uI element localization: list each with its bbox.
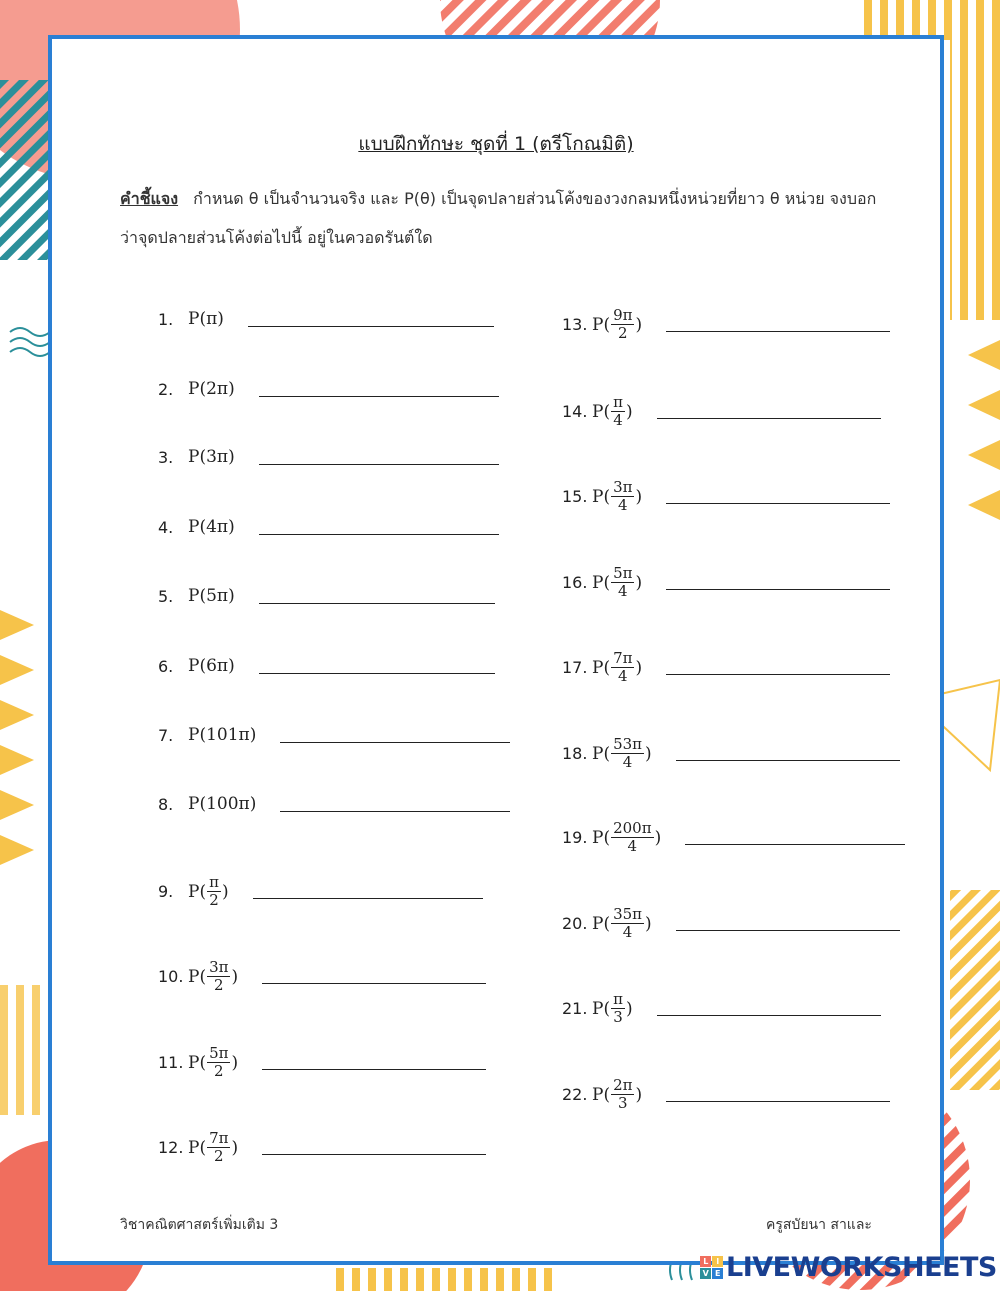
question-expression: P( $\frac{9\pi}{2}$ ): [592, 306, 643, 342]
fraction-numerator: 5π: [209, 1044, 229, 1062]
fraction-numerator: 2π: [613, 1076, 633, 1094]
question-item: [562, 307, 890, 342]
fraction-denominator: 2: [214, 1062, 224, 1080]
fraction: [207, 1130, 230, 1165]
answer-blank[interactable]: [259, 464, 499, 465]
question-expression: P( $\frac{3\pi}{2}$ ): [188, 958, 239, 994]
question-number: 10.: [158, 967, 184, 986]
question-expression: P( 2π ): [188, 379, 235, 399]
question-item: [562, 736, 900, 771]
answer-blank[interactable]: [280, 811, 510, 812]
question-item: [158, 794, 510, 814]
question-item: [158, 309, 494, 329]
question-number: 1.: [158, 309, 174, 329]
question-item: [562, 650, 890, 685]
answer-blank[interactable]: [259, 396, 499, 397]
fraction-denominator: 4: [618, 496, 628, 514]
expression-argument: 2π: [206, 379, 229, 399]
worksheet-page: [48, 35, 944, 1265]
question-expression: P( 100π ): [188, 794, 257, 814]
question-expression: P( $\frac{35\pi}{4}$ ): [592, 905, 652, 941]
fraction-numerator: 53π: [613, 735, 643, 753]
question-expression: P( $\frac{\pi}{2}$ ): [188, 873, 229, 909]
fraction-numerator: π: [613, 393, 623, 411]
fraction: [611, 394, 625, 429]
question-number: 18.: [562, 744, 588, 763]
question-item: [562, 1077, 890, 1112]
deco-yellow-left: [0, 985, 48, 1115]
answer-blank[interactable]: [248, 326, 494, 327]
question-expression: P( $\frac{53\pi}{4}$ ): [592, 735, 652, 771]
fraction-denominator: 4: [618, 582, 628, 600]
logo-text: LIVEWORKSHEETS: [726, 1252, 997, 1283]
instruction-text: กำหนด θ เป็นจำนวนจริง และ P(θ) เป็นจุดปลายส่วนโค้งของวงกลมหนึ่งหน่วยที่ยาว θ หน่วย จงบอกว่าจุดปลายส่วนโค้งต่อไปนี้ อยู่ในควอดรันต์ใด: [120, 189, 877, 247]
question-expression: P( $\frac{200\pi}{4}$ ): [592, 819, 662, 855]
fraction-numerator: 3π: [209, 958, 229, 976]
answer-blank[interactable]: [685, 844, 905, 845]
question-number: 17.: [562, 658, 588, 677]
fraction-denominator: 2: [214, 1147, 224, 1165]
footer-teacher: ครูสบัยนา สาและ: [766, 1217, 872, 1233]
question-item: [158, 656, 495, 676]
fraction-denominator: 4: [622, 923, 633, 941]
fraction: [207, 874, 221, 909]
expression-argument: 5π: [206, 586, 229, 606]
fraction-numerator: 7π: [209, 1129, 229, 1147]
answer-blank[interactable]: [262, 983, 486, 984]
fraction: [207, 1045, 230, 1080]
question-number: 7.: [158, 725, 174, 745]
deco-yellow-bottom: [330, 1268, 560, 1291]
question-expression: P( $\frac{5\pi}{4}$ ): [592, 564, 643, 600]
question-expression: P( $\frac{2\pi}{3}$ ): [592, 1076, 643, 1112]
question-number: 5.: [158, 586, 174, 606]
fraction-denominator: 2: [209, 891, 219, 909]
answer-blank[interactable]: [666, 674, 890, 675]
question-item: [158, 1130, 486, 1165]
fraction-numerator: 7π: [613, 649, 633, 667]
question-number: 9.: [158, 882, 174, 901]
fraction: [611, 479, 634, 514]
answer-blank[interactable]: [253, 898, 483, 899]
expression-argument: 4π: [206, 517, 229, 537]
fraction-numerator: π: [209, 873, 219, 891]
question-item: [158, 725, 510, 745]
question-number: 11.: [158, 1053, 184, 1072]
fraction: [611, 307, 634, 342]
answer-blank[interactable]: [657, 418, 881, 419]
fraction-numerator: 3π: [613, 478, 633, 496]
fraction-numerator: 5π: [613, 564, 633, 582]
question-expression: P( $\frac{\pi}{3}$ ): [592, 990, 633, 1026]
answer-blank[interactable]: [259, 603, 495, 604]
fraction-denominator: 2: [214, 976, 224, 994]
question-item: [158, 874, 483, 909]
answer-blank[interactable]: [676, 930, 900, 931]
expression-argument: π: [206, 309, 218, 329]
logo-mark-icon: L I V E: [700, 1256, 723, 1279]
question-expression: P( $\frac{7\pi}{4}$ ): [592, 649, 643, 685]
question-item: [158, 517, 499, 537]
question-number: 14.: [562, 402, 588, 421]
question-number: 13.: [562, 315, 588, 334]
fraction: [611, 820, 654, 855]
expression-argument: 3π: [206, 447, 229, 467]
liveworksheets-logo: [700, 1252, 997, 1283]
question-number: 2.: [158, 379, 174, 399]
question-number: 21.: [562, 999, 588, 1018]
question-number: 15.: [562, 487, 588, 506]
question-item: [562, 820, 905, 855]
question-number: 22.: [562, 1085, 588, 1104]
fraction: [207, 959, 230, 994]
fraction: [611, 906, 644, 941]
question-item: [562, 394, 881, 429]
question-number: 20.: [562, 914, 588, 933]
question-expression: P( $\frac{7\pi}{2}$ ): [188, 1129, 239, 1165]
fraction: [611, 1077, 634, 1112]
fraction-denominator: 4: [622, 753, 633, 771]
question-item: [158, 379, 499, 399]
deco-yellow-stripes-right: [950, 890, 1000, 1090]
fraction-numerator: 9π: [613, 306, 633, 324]
expression-argument: 101π: [206, 725, 250, 745]
question-item: [158, 586, 495, 606]
question-item: [562, 991, 881, 1026]
question-expression: P( π ): [188, 309, 224, 329]
question-item: [562, 479, 890, 514]
answer-blank[interactable]: [666, 331, 890, 332]
question-number: 16.: [562, 573, 588, 592]
answer-blank[interactable]: [666, 1101, 890, 1102]
question-number: 19.: [562, 828, 588, 847]
fraction: [611, 736, 644, 771]
question-number: 6.: [158, 656, 174, 676]
question-number: 4.: [158, 517, 174, 537]
question-expression: P( $\frac{5\pi}{2}$ ): [188, 1044, 239, 1080]
question-item: [158, 447, 499, 467]
expression-argument: 6π: [206, 656, 229, 676]
question-expression: P( $\frac{\pi}{4}$ ): [592, 393, 633, 429]
question-expression: P( 3π ): [188, 447, 235, 467]
instructions: [120, 179, 890, 257]
fraction: [611, 565, 634, 600]
instruction-label: คำชี้แจง: [120, 189, 179, 208]
question-item: [562, 906, 900, 941]
answer-blank[interactable]: [657, 1015, 881, 1016]
question-number: 3.: [158, 447, 174, 467]
question-expression: P( 101π ): [188, 725, 257, 745]
fraction-numerator: π: [613, 990, 623, 1008]
footer-subject: วิชาคณิตศาสตร์เพิ่มเติม 3: [120, 1217, 279, 1233]
fraction-numerator: 35π: [613, 905, 643, 923]
answer-blank[interactable]: [259, 534, 499, 535]
question-number: 12.: [158, 1138, 184, 1157]
answer-blank[interactable]: [262, 1154, 486, 1155]
fraction-denominator: 4: [618, 667, 628, 685]
fraction: [611, 650, 634, 685]
answer-blank[interactable]: [666, 503, 890, 504]
answer-blank[interactable]: [676, 760, 900, 761]
fraction-denominator: 2: [618, 324, 628, 342]
question-item: [562, 565, 890, 600]
question-item: [158, 959, 486, 994]
question-expression: P( $\frac{3\pi}{4}$ ): [592, 478, 643, 514]
answer-blank[interactable]: [280, 742, 510, 743]
fraction-denominator: 4: [613, 411, 623, 429]
expression-argument: 100π: [206, 794, 250, 814]
question-expression: P( 4π ): [188, 517, 235, 537]
answer-blank[interactable]: [666, 589, 890, 590]
worksheet-title: แบบฝึกทักษะ ชุดที่ 1 (ตรีโกณมิติ): [358, 133, 634, 155]
deco-triangles-right: [968, 340, 1000, 520]
question-number: 8.: [158, 794, 174, 814]
fraction-denominator: 3: [618, 1094, 628, 1112]
deco-triangles-left: [0, 610, 34, 865]
fraction-denominator: 3: [613, 1008, 623, 1026]
question-item: [158, 1045, 486, 1080]
fraction-denominator: 4: [627, 837, 638, 855]
question-expression: P( 6π ): [188, 656, 235, 676]
fraction-numerator: 200π: [613, 819, 652, 837]
answer-blank[interactable]: [262, 1069, 486, 1070]
fraction: [611, 991, 625, 1026]
answer-blank[interactable]: [259, 673, 495, 674]
question-expression: P( 5π ): [188, 586, 235, 606]
